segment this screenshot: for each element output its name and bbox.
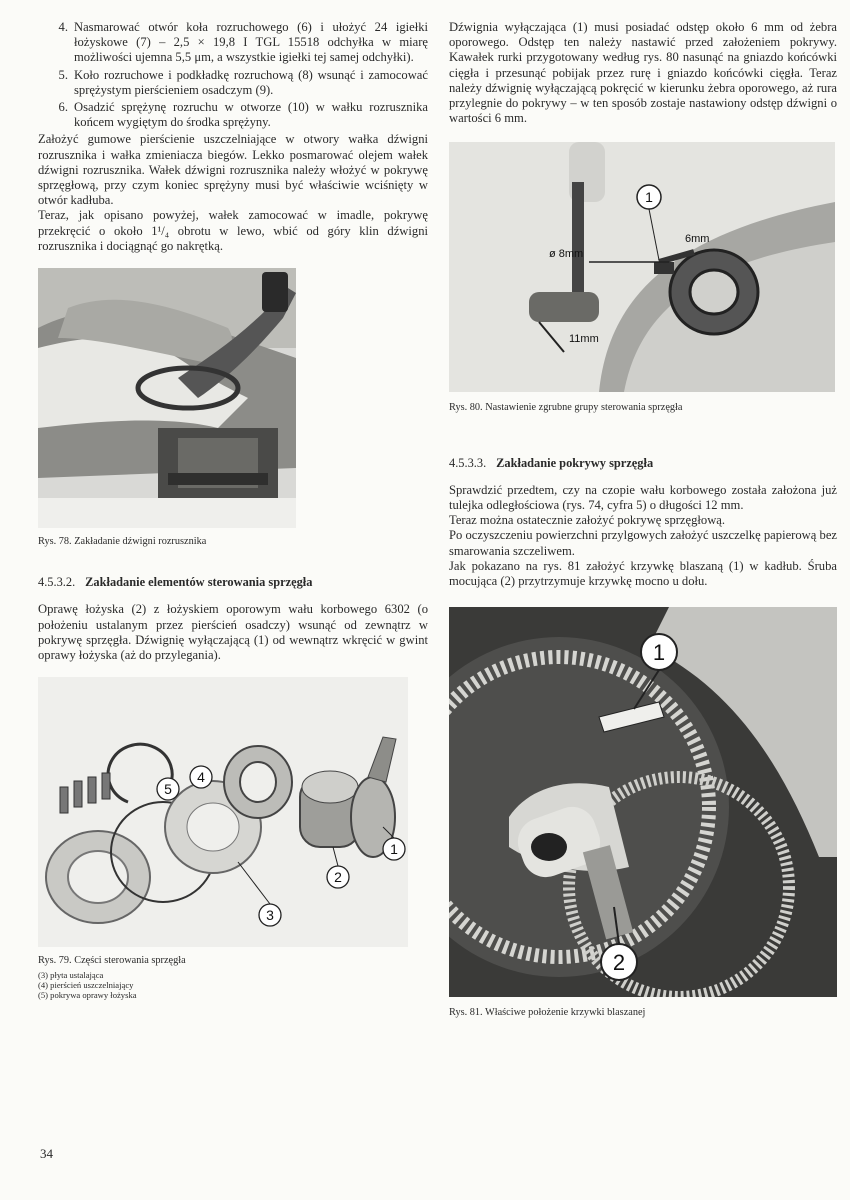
- figure-80-illustration: [449, 142, 835, 392]
- section-heading: [38, 575, 428, 590]
- figure-81-caption: Rys. 81. Właściwe położenie krzywki blaszanej: [449, 1007, 646, 1019]
- left-column: [38, 20, 428, 1000]
- figure-79-legend-item: (4) pierścień uszczelniający: [38, 980, 134, 991]
- paragraph: Sprawdzić przedtem, czy na czopie wału korbowego została założona już tulejka odległościowa (rys. 74, cyfra 5) o długości 12 mm.: [449, 482, 837, 513]
- figure-79-legend-item: (5) pokrywa oprawy łożyska: [38, 990, 137, 1001]
- paragraph: Dźwignia wyłączająca (1) musi posiadać odstęp około 6 mm od żebra oporowego. Odstęp ten należy nastawić przed założeniem pokrywy. Kawałek rurki przygotowany według rys. 80 nasunąć na gniazdo końcówki cięgła i przesunąć pobijak przez rurę i gniazdo końcówki cięgła. Teraz należy dźwignię wyłączającą pokręcić w kierunku żebra oporowego, aż rura przylegnie do pokrywy – w ten sposób zostaje nastawiony odstęp dźwigni o wartości 6 mm.: [449, 20, 837, 126]
- paragraph: Teraz można ostatecznie założyć pokrywę sprzęgłową.: [449, 513, 726, 528]
- figure-80-dimension-gap: 6mm: [685, 233, 710, 246]
- list-item: [38, 68, 428, 98]
- paragraph: Oprawę łożyska (2) z łożyskiem oporowym wału korbowego 6302 (o położeniu ustalanym przez pierścień osadczy) wsunąć od zewnątrz w pokrywę sprzęgła. Dźwignię wyłączającą (1) od wewnątrz wkręcić w gwint oprawy łożyska (aż do przylegania).: [38, 602, 428, 663]
- figure-81-photo: [449, 607, 837, 997]
- figure-81-callout-1: 1: [652, 640, 666, 666]
- figure-80-dimension-length: 11mm: [569, 333, 599, 346]
- figure-79-callout-3: 3: [266, 907, 274, 924]
- figure-79-photo: [38, 677, 408, 947]
- right-column: [449, 20, 837, 1020]
- figure-80-callout-1: 1: [645, 189, 653, 206]
- figure-81-callout-2: 2: [612, 950, 626, 976]
- figure-79-callout-5: 5: [164, 781, 172, 798]
- list-item-text: Nasmarować otwór koła rozruchowego (6) i ułożyć 24 igiełki łożyskowe (7) – 2,5 × 19,8 I TGL 15518 odchyłka w miarę możliwości ujemna 5,5 μm, a wszystkie igiełki tej samej odchyłki).: [74, 20, 428, 65]
- section-heading: [449, 456, 837, 471]
- figure-79-callout-4: 4: [197, 769, 205, 786]
- figure-79-callout-1: 1: [390, 841, 398, 858]
- list-item-text: Koło rozruchowe i podkładkę rozruchową (8) wsunąć i zamocować sprężystym pierścieniem osadczym (9).: [74, 67, 428, 97]
- figure-79-callout-2: 2: [334, 869, 342, 886]
- figure-80-photo: [449, 142, 835, 392]
- paragraph: Jak pokazano na rys. 81 założyć krzywkę blaszaną (1) w kadłub. Śruba mocująca (2) przytrzymuje krzywkę mocno u dołu.: [449, 558, 837, 589]
- paragraph: Założyć gumowe pierścienie uszczelniające w otwory wałka dźwigni rozrusznika i wałka zmieniacza biegów. Lekko posmarować olejem wałek dźwigni rozrusznika. Wałek dźwigni rozrusznika należy włożyć w pokrywę sprzęgłową, przy czym koniec sprężyny musi być właściwie wciśnięty w otwór kadłuba.: [38, 132, 428, 208]
- section-number: 4.5.3.2.: [38, 575, 76, 590]
- paragraph: Teraz, jak opisano powyżej, wałek zamocować w imadle, pokrywę przekręcić o około 1¹/₄ obrotu w lewo, wbić od góry klin dźwigni rozrusznika i dociągnąć go nakrętką.: [38, 208, 428, 253]
- figure-79-illustration: [38, 677, 408, 947]
- list-item: [38, 20, 428, 66]
- list-item: [38, 100, 428, 130]
- section-number: 4.5.3.3.: [449, 455, 487, 470]
- figure-79-caption: Rys. 79. Części sterowania sprzęgła: [38, 955, 186, 967]
- figure-78-photo: [38, 268, 296, 528]
- figure-78-illustration: [38, 268, 296, 528]
- figure-79-legend-item: (3) płyta ustalająca: [38, 970, 104, 981]
- figure-80-dimension-diameter: ø 8mm: [549, 248, 584, 261]
- page-number: 34: [40, 1146, 53, 1161]
- figure-81-illustration: [449, 607, 837, 997]
- list-item-text: Osadzić sprężynę rozruchu w otworze (10) w wałku rozrusznika końcem wygiętym do środka sprężyny.: [74, 100, 428, 130]
- figure-78-caption: Rys. 78. Zakładanie dźwigni rozrusznika: [38, 536, 207, 548]
- section-title: Zakładanie pokrywy sprzęgła: [496, 455, 654, 470]
- paragraph: Po oczyszczeniu powierzchni przylgowych założyć uszczelkę papierową bez smarowania szczeliwem.: [449, 528, 837, 558]
- list-item-number: 4.: [58, 20, 68, 34]
- list-item-number: 6.: [58, 100, 68, 115]
- list-item-number: 5.: [58, 67, 68, 82]
- section-title: Zakładanie elementów sterowania sprzęgła: [85, 575, 313, 590]
- figure-80-caption: Rys. 80. Nastawienie zgrubne grupy sterowania sprzęgła: [449, 402, 683, 414]
